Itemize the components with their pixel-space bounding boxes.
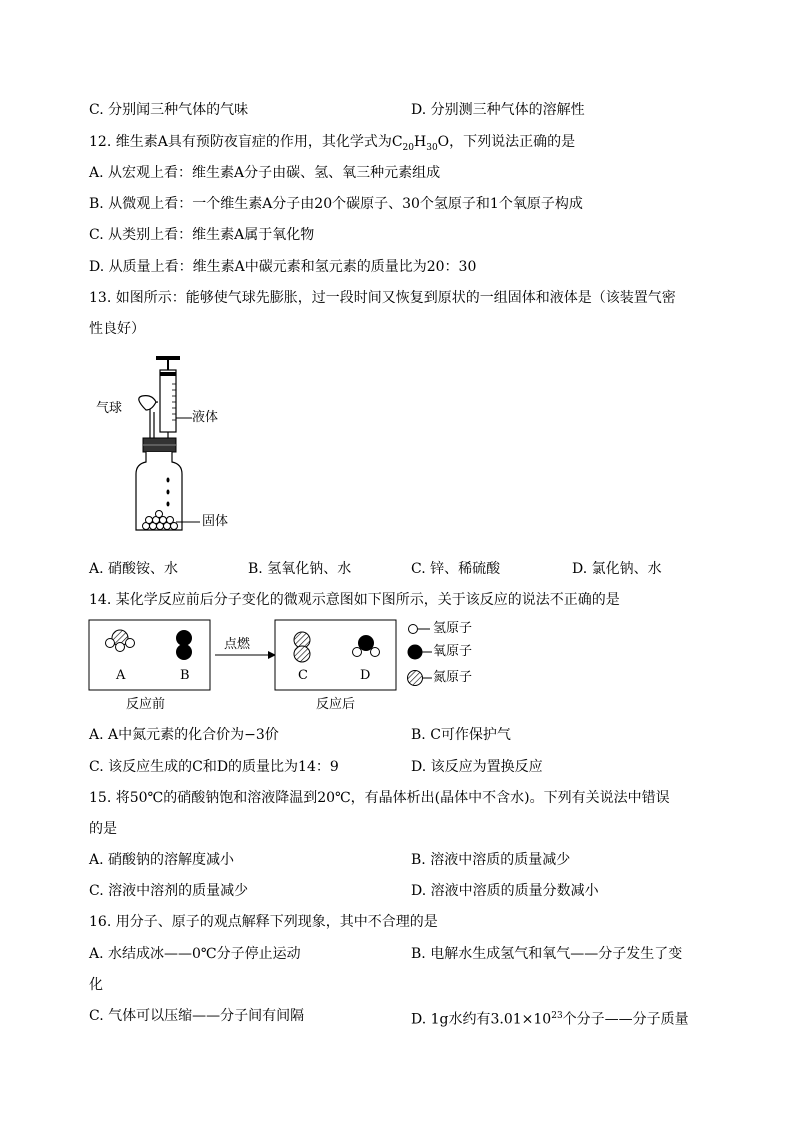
q14-option-b: B. C可作保护气 [411, 727, 511, 743]
q14-arrow-label: 点燃 [224, 637, 251, 652]
q13-option-a: A. 硝酸铵、水 [89, 561, 179, 577]
q14-stem: 14. 某化学反应前后分子变化的微观示意图如下图所示，关于该反应的说法不正确的是 [89, 592, 620, 608]
q15-option-d: D. 溶液中溶质的质量分数减小 [411, 883, 599, 899]
q16-option-c: C. 气体可以压缩——分子间有间隔 [89, 1008, 305, 1024]
legend [408, 625, 433, 686]
q14-legend-nitrogen: 氮原子 [433, 670, 473, 685]
q16-option-d [411, 1007, 689, 1029]
q16-stem: 16. 用分子、原子的观点解释下列现象，其中不合理的是 [89, 914, 438, 930]
q15-option-c: C. 溶液中溶剂的质量减少 [89, 883, 249, 899]
q13-stem-line1: 13. 如图所示：能够使气球先膨胀，过一段时间又恢复到原状的一组固体和液体是（该装置气密 [89, 290, 676, 306]
q13-stem-line2: 性良好） [89, 321, 145, 337]
q14-label-b: B [180, 668, 190, 683]
q11-option-d: D. 分别测三种气体的溶解性 [411, 102, 585, 118]
q12-option-b: B. 从微观上看：一个维生素A分子由20个碳原子、30个氢原子和1个氧原子构成 [89, 196, 583, 212]
q13-label-solid: 固体 [202, 514, 229, 529]
q14-legend-hydrogen: 氢原子 [433, 621, 473, 636]
q13-option-b: B. 氢氧化钠、水 [248, 561, 352, 577]
q15-option-b: B. 溶液中溶质的质量减少 [411, 852, 571, 868]
q15-option-a: A. 硝酸钠的溶解度减小 [89, 852, 235, 868]
q14-label-a: A [116, 668, 126, 683]
q14-label-c: C [298, 668, 308, 683]
q12-option-a: A. 从宏观上看：维生素A分子由碳、氢、氧三种元素组成 [89, 165, 441, 181]
q14-legend-oxygen: 氧原子 [433, 644, 473, 659]
q12-sub-h: 30 [426, 142, 438, 153]
q15-stem-line2: 的是 [89, 821, 117, 837]
before-box [89, 620, 210, 690]
q11-option-c: C. 分别闻三种气体的气味 [89, 102, 249, 118]
q16-option-a: A. 水结成冰——0℃分子停止运动 [89, 946, 301, 962]
q16-option-d-pre: D. 1g水约有3.01×10 [411, 1011, 552, 1028]
q14-option-d: D. 该反应为置换反应 [411, 759, 543, 775]
q12-stem-pre: 12. 维生素A具有预防夜盲症的作用，其化学式为C [89, 134, 403, 150]
q16-option-b-line1: B. 电解水生成氢气和氧气——分子发生了变 [411, 946, 683, 962]
q14-label-before: 反应前 [126, 697, 166, 712]
q12-stem-h: H [414, 134, 427, 150]
q16-option-d-post: 个分子——分子质量 [562, 1011, 689, 1028]
q12-option-d: D. 从质量上看：维生素A中碳元素和氢元素的质量比为20：30 [89, 259, 477, 275]
q14-option-a: A. A中氮元素的化合价为−3价 [89, 727, 279, 743]
q14-label-after: 反应后 [316, 697, 356, 712]
q12-sub-c: 20 [402, 142, 414, 153]
q13-label-liquid: 液体 [192, 410, 219, 425]
q14-label-d: D [360, 668, 371, 683]
q13-option-d: D. 氯化钠、水 [572, 561, 662, 577]
q15-stem-line1: 15. 将50℃的硝酸钠饱和溶液降温到20℃，有晶体析出(晶体中不含水)。下列有关说法中错误 [89, 790, 670, 806]
q13-option-c: C. 锌、稀硫酸 [411, 561, 501, 577]
q12-option-c: C. 从类别上看：维生素A属于氧化物 [89, 227, 315, 243]
q16-option-d-exp: 23 [551, 1011, 563, 1021]
q16-option-b-line2: 化 [89, 977, 103, 993]
q12-stem-post: O，下列说法正确的是 [437, 134, 576, 150]
q14-option-c: C. 该反应生成的C和D的质量比为14：9 [89, 759, 339, 775]
q13-label-balloon: 气球 [96, 401, 123, 416]
